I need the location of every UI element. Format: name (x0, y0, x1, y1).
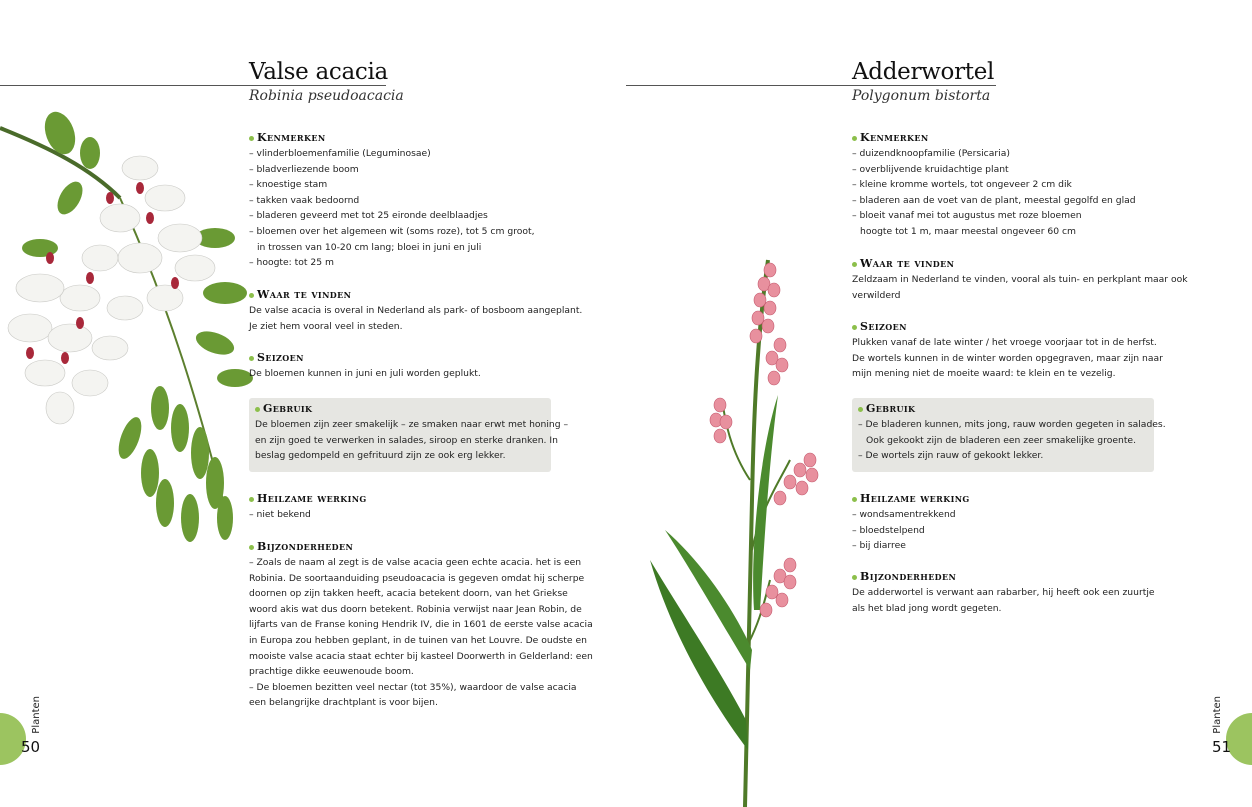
page-title: Adderwortel (852, 59, 995, 85)
text-line: Ook gekookt zijn de bladeren een zeer smakelijke groente. (866, 434, 1136, 446)
bullet-dot-icon (249, 545, 254, 550)
page-title: Valse acacia (249, 59, 388, 85)
text-line: als het blad jong wordt gegeten. (852, 602, 1002, 614)
section-bijzonder (852, 570, 1170, 616)
section-heading: Waar te vinden (852, 257, 1170, 270)
text-line: – bladverliezende boom (249, 163, 359, 175)
text-line: – wondsamentrekkend (852, 509, 956, 520)
text-line: – takken vaak bedoornd (249, 194, 360, 206)
section-gebruik (255, 402, 573, 464)
text-line: De bloemen zijn zeer smakelijk – ze smaken naar erwt met honing – (255, 419, 569, 430)
title-rule (626, 85, 996, 86)
text-line: prachtige dikke eeuwenoude boom. (249, 666, 414, 678)
section-heilzaam (249, 492, 567, 523)
section-gebruik (858, 402, 1176, 464)
section-heading: Gebruik (858, 402, 1176, 415)
section-heading: Waar te vinden (249, 288, 567, 301)
text-line: – knoestige stam (249, 179, 328, 191)
section-heading: Kenmerken (852, 131, 1170, 144)
bullet-dot-icon (255, 407, 260, 412)
text-line: woord akis wat dus doorn betekent. Robinia verwijst naar Jean Robin, de (249, 603, 582, 615)
bistorta-illustration (640, 250, 840, 807)
text-line: Je ziet hem vooral veel in steden. (249, 320, 403, 332)
side-label: Planten (31, 696, 42, 734)
bullet-dot-icon (852, 325, 857, 330)
text-line: – bladeren aan de voet van de plant, meestal gegolfd en glad (852, 194, 1136, 206)
text-line: Zeldzaam in Nederland te vinden, vooral als tuin- en perkplant maar ook (852, 274, 1188, 285)
section-heading: Bijzonderheden (852, 570, 1170, 583)
text-line: lijfarts van de Franse koning Hendrik IV, die in 1601 de eerste valse acacia (249, 619, 593, 631)
bullet-dot-icon (852, 136, 857, 141)
bullet-dot-icon (249, 136, 254, 141)
text-line: De wortels kunnen in de winter worden opgegraven, maar zijn naar (852, 352, 1163, 364)
text-line: – bij diarree (852, 540, 906, 552)
text-line: in trossen van 10-20 cm lang; bloei in juni en juli (257, 241, 482, 253)
section-heading: Seizoen (249, 351, 567, 364)
section-heading: Gebruik (255, 402, 573, 415)
section-heilzaam (852, 492, 1170, 554)
text-line: – Zoals de naam al zegt is de valse acacia geen echte acacia. het is een (249, 557, 582, 568)
text-line: – bladeren geveerd met tot 25 eironde deelblaadjes (249, 210, 488, 222)
section-seizoen (852, 320, 1170, 382)
bullet-dot-icon (852, 575, 857, 580)
text-line: – hoogte: tot 25 m (249, 257, 334, 269)
page-number: 51 (1212, 738, 1232, 756)
section-waar (852, 257, 1188, 303)
text-line: hoogte tot 1 m, maar meestal ongeveer 60 cm (860, 225, 1077, 237)
text-line: mooiste valse acacia staat echter bij kasteel Doorwerth in Gelderland: een (249, 650, 593, 662)
latin-name: Robinia pseudoacacia (249, 88, 404, 104)
text-line: – bloedstelpend (852, 524, 925, 536)
text-line: Plukken vanaf de late winter / het vroege voorjaar tot in de herfst. (852, 337, 1157, 348)
page-number: 50 (21, 738, 41, 756)
section-kenmerken (852, 131, 1170, 240)
text-line: mijn mening niet de moeite waard: te klein en te vezelig. (852, 368, 1116, 380)
text-line: De adderwortel is verwant aan rabarber, hij heeft ook een zuurtje (852, 587, 1155, 598)
text-line: verwilderd (852, 289, 901, 301)
text-line: in Europa zou hebben geplant, in de tuinen van het Louvre. De oudste en (249, 634, 587, 646)
section-bijzonder (249, 540, 593, 711)
section-waar (249, 288, 583, 334)
text-line: De bloemen kunnen in juni en juli worden geplukt. (249, 368, 481, 379)
bullet-dot-icon (852, 262, 857, 267)
text-line: – vlinderbloemenfamilie (Leguminosae) (249, 148, 431, 159)
section-heading: Heilzame werking (852, 492, 1170, 505)
section-seizoen (249, 351, 567, 382)
text-line: – De bladeren kunnen, mits jong, rauw worden gegeten in salades. (858, 419, 1166, 430)
text-line: Robinia. De soortaanduiding pseudoacacia is gegeven omdat hij scherpe (249, 572, 585, 584)
bullet-dot-icon (858, 407, 863, 412)
bullet-dot-icon (249, 293, 254, 298)
section-kenmerken (249, 131, 567, 271)
section-heading: Seizoen (852, 320, 1170, 333)
text-line: doornen op zijn takken heeft, acacia betekent doorn, van het Griekse (249, 588, 568, 600)
text-line: beslag gedompeld en gefrituurd zijn ze ook erg lekker. (255, 450, 506, 462)
text-line: en zijn goed te verwerken in salades, siroop en sterke dranken. In (255, 434, 558, 446)
latin-name: Polygonum bistorta (852, 88, 991, 104)
section-heading: Bijzonderheden (249, 540, 567, 553)
text-line: – duizendknoopfamilie (Persicaria) (852, 148, 1010, 159)
text-line: – De wortels zijn rauw of gekookt lekker. (858, 450, 1044, 462)
section-heading: Kenmerken (249, 131, 567, 144)
text-line: De valse acacia is overal in Nederland als park- of bosboom aangeplant. (249, 305, 583, 316)
bullet-dot-icon (249, 356, 254, 361)
section-heading: Heilzame werking (249, 492, 567, 505)
bullet-dot-icon (852, 497, 857, 502)
text-line: – bloemen over het algemeen wit (soms roze), tot 5 cm groot, (249, 225, 535, 237)
text-line: – overblijvende kruidachtige plant (852, 163, 1009, 175)
bullet-dot-icon (249, 497, 254, 502)
text-line: – niet bekend (249, 509, 311, 520)
text-line: – bloeit vanaf mei tot augustus met roze bloemen (852, 210, 1082, 222)
side-label: Planten (1212, 696, 1223, 734)
text-line: – kleine kromme wortels, tot ongeveer 2 cm dik (852, 179, 1072, 191)
robinia-illustration (0, 108, 255, 553)
title-rule (0, 85, 386, 86)
text-line: – De bloemen bezitten veel nectar (tot 35%), waardoor de valse acacia (249, 681, 577, 693)
text-line: een belangrijke drachtplant is voor bijen. (249, 697, 438, 709)
